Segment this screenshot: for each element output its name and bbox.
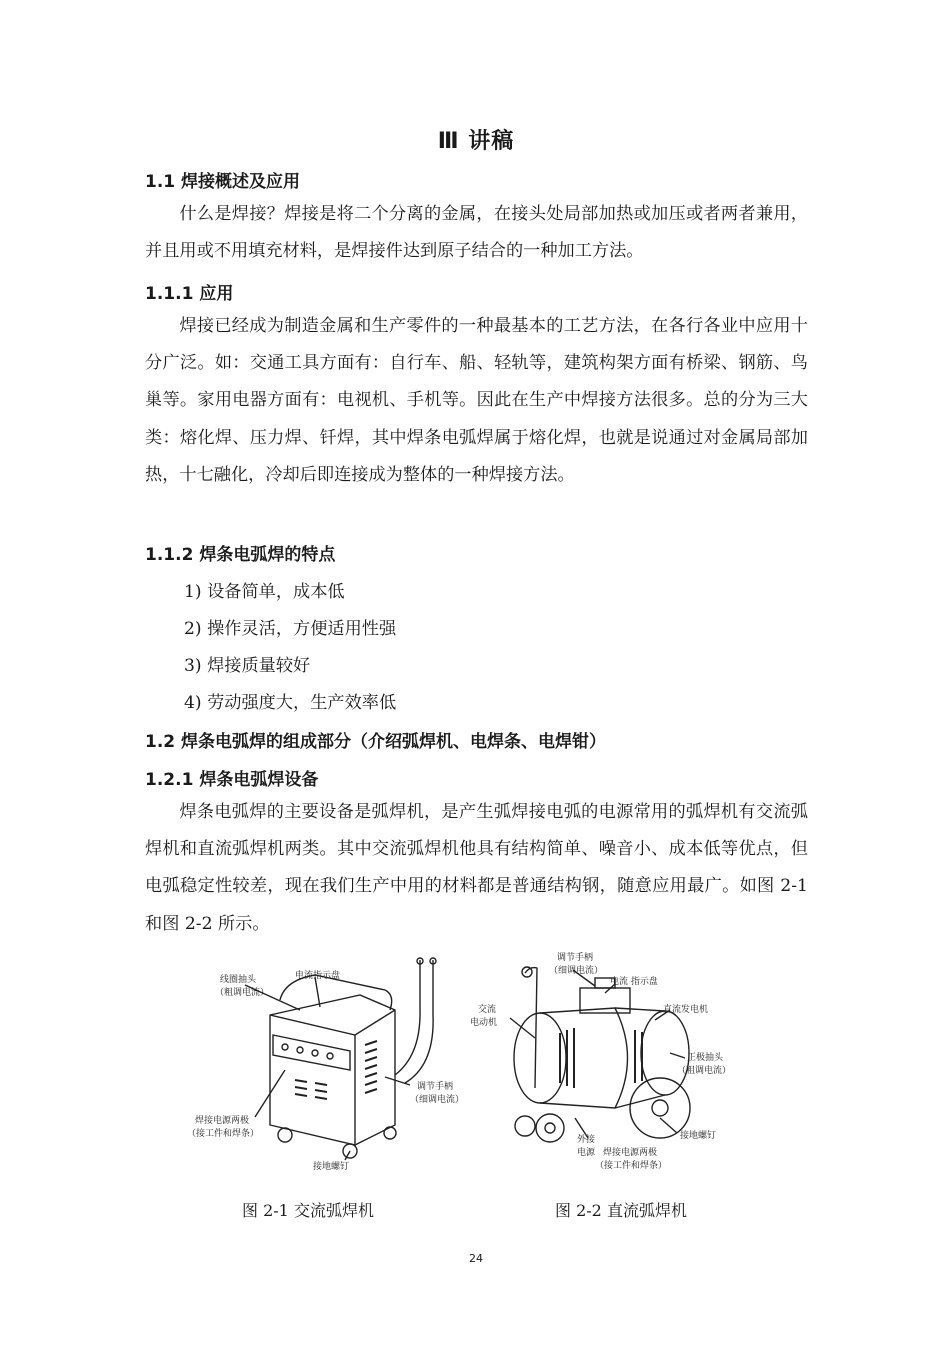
dc-label-ac-motor: 交流 [478, 1005, 497, 1015]
dc-label-adjust-handle-note: （细调电流） [549, 966, 604, 976]
section-heading-1-1-1: 1.1.1 应用 [145, 284, 234, 304]
ac-label-adjust-handle-note: （细调电流） [410, 1095, 465, 1105]
ac-label-ground-screw: 接地螺钉 [313, 1162, 350, 1172]
paragraph-equipment: 焊条电弧焊的主要设备是弧焊机，是产生弧焊接电弧的电源常用的弧焊机有交流弧焊机和直流弧焊机两类。其中交流弧焊机他具有结构简单、噪音小、成本低等优点，但电弧稳定性较差，现在我们生产中用的材料都是普通结构钢，随意应用最广。如图 2-1 和图 2-2 所示。 [145, 802, 808, 934]
paragraph-application: 焊接已经成为制造金属和生产零件的一种最基本的工艺方法，在各行各业中应用十分广泛。如：交通工具方面有：自行车、船、轻轨等，建筑构架方面有桥梁、钢筋、鸟巢等。家用电器方面有：电视机、手机等。因此在生产中焊接方法很多。总的分为三大类：熔化焊、压力焊、钎焊，其中焊条电弧焊属于熔化焊，也就是说通过对金属局部加热，十七融化，冷却后即连接成为整体的一种焊接方法。 [145, 316, 808, 485]
dc-label-output-poles-note: （接工件和焊条） [595, 1161, 668, 1171]
figure-caption-2-1: 图 2-1 交流弧焊机 [242, 1201, 374, 1220]
page-number: 24 [469, 1252, 483, 1265]
dc-label-adjust-handle: 调节手柄 [557, 953, 594, 963]
dc-label-ac-motor-note: 电动机 [470, 1018, 498, 1028]
ac-label-coil-tap-note: （粗调电流） [215, 988, 270, 998]
feature-item-1: 1) 设备简单，成本低 [184, 582, 345, 602]
ac-label-coil-tap: 线圈抽头 [220, 975, 257, 985]
ac-welder-drawing [185, 955, 475, 1180]
feature-item-4: 4) 劳动强度大，生产效率低 [184, 693, 397, 713]
figure-dc-welder [465, 948, 765, 1180]
dc-label-current-dial: 电流 指示盘 [610, 977, 658, 987]
section-heading-1-1-2: 1.1.2 焊条电弧焊的特点 [145, 545, 336, 565]
figure-ac-welder [185, 955, 475, 1180]
ac-label-adjust-handle: 调节手柄 [417, 1082, 454, 1092]
page-title: Ⅲ 讲稿 [437, 129, 515, 154]
ac-label-current-dial: 电流指示盘 [295, 971, 341, 981]
dc-label-ground-screw: 接地螺钉 [680, 1131, 717, 1141]
ac-label-output-poles: 焊接电源两极 [195, 1116, 250, 1126]
dc-label-output-poles: 焊接电源两极 [603, 1148, 658, 1158]
dc-label-dc-generator: 直流发电机 [663, 1005, 709, 1015]
dc-welder-drawing [465, 948, 765, 1180]
dc-label-positive-tap-note: （粗调电流） [677, 1066, 732, 1076]
feature-item-3: 3) 焊接质量较好 [184, 656, 311, 676]
figure-caption-2-2: 图 2-2 直流弧焊机 [555, 1201, 687, 1220]
dc-label-external-power: 外接 [577, 1135, 596, 1145]
section-heading-1-1: 1.1 焊接概述及应用 [145, 172, 301, 192]
paragraph-definition: 什么是焊接？焊接是将二个分离的金属，在接头处局部加热或加压或者两者兼用，并且用或不用填充材料，是焊接件达到原子结合的一种加工方法。 [145, 204, 808, 262]
section-heading-1-2: 1.2 焊条电弧焊的组成部分（介绍弧焊机、电焊条、电焊钳） [145, 732, 607, 752]
dc-label-positive-tap: 正极抽头 [687, 1053, 724, 1063]
section-heading-1-2-1: 1.2.1 焊条电弧焊设备 [145, 770, 319, 790]
feature-item-2: 2) 操作灵活，方便适用性强 [184, 619, 397, 639]
dc-label-external-power-note: 电源 [577, 1148, 596, 1158]
ac-label-output-poles-note: （接工件和焊条） [187, 1129, 260, 1139]
